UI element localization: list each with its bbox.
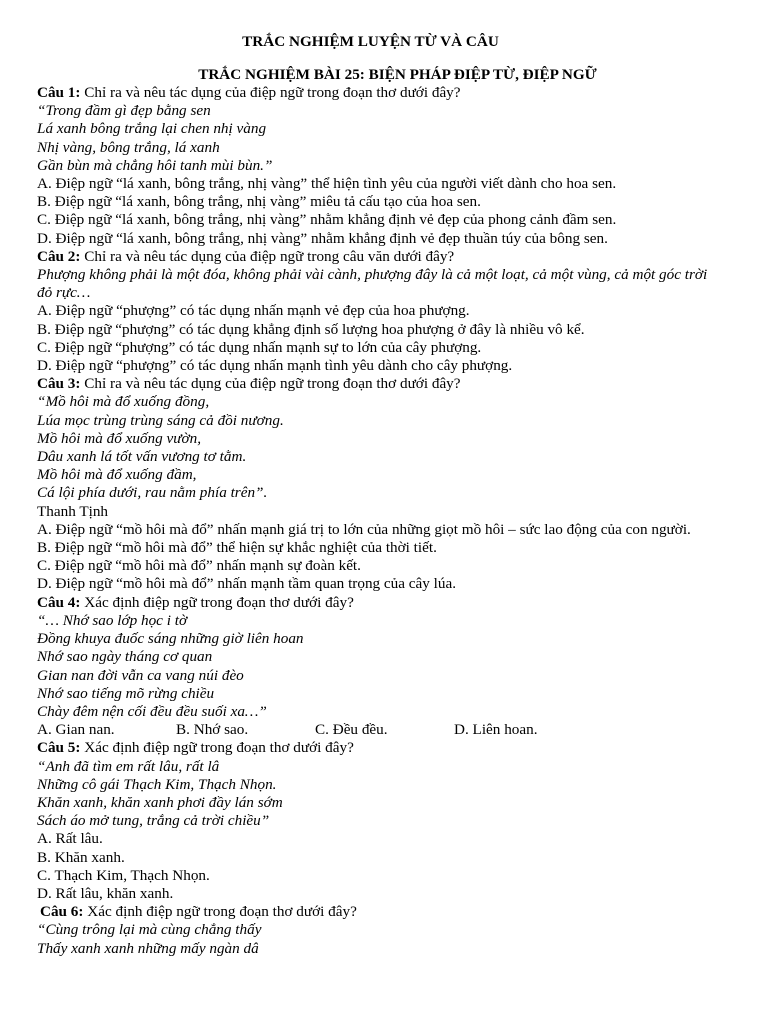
answer-option-a: A. Gian nan. [37,721,115,739]
question-3 [37,375,718,393]
question-1 [37,84,718,102]
verse-line: Nhị vàng, bông trắng, lá xanh [37,138,220,156]
lesson-title: TRẮC NGHIỆM BÀI 25: BIỆN PHÁP ĐIỆP TỪ, ĐIỆP NGỮ [198,66,597,83]
answer-option-d: D. Điệp ngữ “phượng” có tác dụng nhấn mạnh tình yêu dành cho cây phượng. [37,357,513,375]
question-text: Chỉ ra và nêu tác dụng của điệp ngữ trong câu văn dưới đây? [80,247,455,265]
verse-line: Cá lội phía dưới, rau nằm phía trên”. [37,484,268,502]
verse-line: “Trong đầm gì đẹp bằng sen [37,102,211,120]
answer-option-d: D. Rất lâu, khăn xanh. [37,884,174,902]
answer-option-b: B. Khăn xanh. [37,848,125,866]
answer-option-b: B. Điệp ngữ “phượng” có tác dụng khẳng định số lượng hoa phượng ở đây là nhiều vô kể. [37,320,585,338]
answer-option-c: C. Điệp ngữ “mồ hôi mà đổ” nhấn mạnh sự đoàn kết. [37,557,361,575]
question-label: Câu 3: [37,375,81,393]
document-title: TRẮC NGHIỆM LUYỆN TỪ VÀ CÂU [242,33,499,50]
question-6 [37,903,718,921]
question-2 [37,248,718,266]
verse-line: Dâu xanh lá tốt vấn vương tơ tằm. [37,448,247,466]
answer-option-c: C. Thạch Kim, Thạch Nhọn. [37,866,210,884]
verse-line: “Mồ hôi mà đổ xuống đồng, [37,393,210,411]
question-5 [37,739,718,757]
verse-line: “Cùng trông lại mà cùng chẳng thấy [37,921,262,939]
answer-option-c: C. Điệp ngữ “lá xanh, bông trắng, nhị vàng” nhằm khẳng định vẻ đẹp của phong cảnh đầm sen. [37,211,617,229]
answer-options-row [37,721,718,739]
answer-option-b: B. Nhớ sao. [176,721,249,739]
passage-text: Phượng không phải là một đóa, không phải vài cành, phượng đây là cả một loạt, cả một vùng, cả một góc trời đỏ rực… [37,266,708,302]
answer-option-a: A. Rất lâu. [37,830,103,848]
author-name: Thanh Tịnh [37,502,109,520]
question-text: Xác định điệp ngữ trong đoạn thơ dưới đây? [80,739,354,757]
verse-line: Thấy xanh xanh những mấy ngàn dâ [37,939,259,957]
question-label: Câu 4: [37,593,81,611]
question-label: Câu 6: [40,903,84,921]
answer-option-a: A. Điệp ngữ “lá xanh, bông trắng, nhị vàng” thể hiện tình yêu của người viết dành cho hoa sen. [37,175,617,193]
verse-line: Khăn xanh, khăn xanh phơi đầy lán sớm [37,793,283,811]
verse-line: Mồ hôi mà đổ xuống đầm, [37,466,197,484]
answer-option-a: A. Điệp ngữ “mồ hôi mà đổ” nhấn mạnh giá trị to lớn của những giọt mồ hôi – sức lao động của con người. [37,520,691,538]
question-label: Câu 1: [37,84,81,101]
question-text: Xác định điệp ngữ trong đoạn thơ dưới đây? [80,593,354,611]
answer-option-b: B. Điệp ngữ “lá xanh, bông trắng, nhị vàng” miêu tả cấu tạo của hoa sen. [37,193,481,211]
verse-line: Gần bùn mà chẳng hôi tanh mùi bùn.” [37,156,273,174]
verse-line: Nhớ sao ngày tháng cơ quan [37,648,213,666]
verse-line: Sách áo mở tung, trắng cả trời chiều” [37,812,270,830]
verse-line: Nhớ sao tiếng mõ rừng chiều [37,684,215,702]
question-4 [37,594,718,612]
verse-line: Lá xanh bông trắng lại chen nhị vàng [37,120,267,138]
verse-line: Lúa mọc trùng trùng sáng cả đồi nương. [37,411,284,429]
answer-option-d: D. Điệp ngữ “lá xanh, bông trắng, nhị vàng” nhằm khẳng định vẻ đẹp thuần túy của bông sen. [37,229,608,247]
verse-line: “Anh đã tìm em rất lâu, rất lâ [37,757,220,775]
verse-line: “… Nhớ sao lớp học i tờ [37,611,188,629]
question-label: Câu 5: [37,739,81,757]
verse-line: Gian nan đời vẫn ca vang núi đèo [37,666,244,684]
verse-line: Mồ hôi mà đổ xuống vườn, [37,429,202,447]
answer-option-c: C. Đều đều. [315,721,388,739]
answer-option-a: A. Điệp ngữ “phượng” có tác dụng nhấn mạnh vẻ đẹp của hoa phượng. [37,302,470,320]
question-label: Câu 2: [37,247,81,265]
answer-option-b: B. Điệp ngữ “mồ hôi mà đổ” thể hiện sự khắc nghiệt của thời tiết. [37,539,437,557]
question-text: Chỉ ra và nêu tác dụng của điệp ngữ trong đoạn thơ dưới đây? [80,84,461,101]
question-text: Chỉ ra và nêu tác dụng của điệp ngữ trong đoạn thơ dưới đây? [80,375,461,393]
verse-line: Chày đêm nện cối đều đều suối xa…” [37,702,267,720]
verse-line: Những cô gái Thạch Kim, Thạch Nhọn. [37,775,277,793]
answer-option-d: D. Liên hoan. [454,721,538,739]
verse-line: Đồng khuya đuốc sáng những giờ liên hoan [37,630,304,648]
question-text: Xác định điệp ngữ trong đoạn thơ dưới đây? [83,903,357,921]
answer-option-d: D. Điệp ngữ “mồ hôi mà đổ” nhấn mạnh tầm quan trọng của cây lúa. [37,575,457,593]
answer-option-c: C. Điệp ngữ “phượng” có tác dụng nhấn mạnh sự to lớn của cây phượng. [37,338,482,356]
